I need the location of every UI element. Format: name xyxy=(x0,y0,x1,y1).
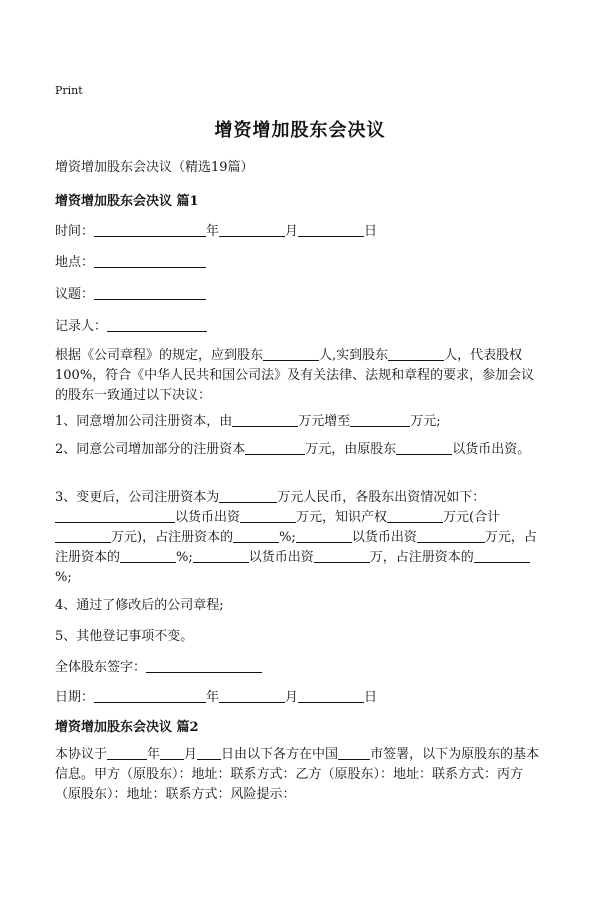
item3-text-c: 以货币出资 xyxy=(175,510,241,525)
shareholder-a-cash-blank xyxy=(240,508,296,523)
agreement-paragraph xyxy=(55,745,545,805)
agreement-text-e: 市签署，以下为原股东的基本信息。甲方（原股东）：地址：联系方式：乙方（原股东）：地址：联系方式：丙方（原股东）：地址：联系方式：风险提示： xyxy=(55,747,540,802)
agreement-month-blank xyxy=(160,745,184,760)
day-text: 日 xyxy=(364,224,378,239)
item3-text-b: 万元人民币，各股东出资情况如下： xyxy=(277,490,486,505)
year-text: 年 xyxy=(206,224,220,239)
agreement-text-a: 本协议于 xyxy=(55,747,108,762)
registered-capital-blank xyxy=(219,488,277,503)
item3-text-d: 万元，知识产权 xyxy=(296,510,388,525)
agreement-text-b: 年 xyxy=(147,747,161,762)
signature-label: 全体股东签字： xyxy=(55,660,147,675)
shareholder-c-cash-blank xyxy=(314,548,370,563)
capital-to-blank xyxy=(350,412,410,427)
date-label: 日期： xyxy=(55,690,95,705)
date-day-text: 日 xyxy=(364,690,378,705)
date-month-blank xyxy=(219,688,285,703)
shareholders-due-blank xyxy=(263,346,319,361)
signature-blank xyxy=(146,658,262,673)
item3-text-k: 以货币出资 xyxy=(248,550,314,565)
year-blank xyxy=(94,222,206,237)
time-line xyxy=(55,220,377,239)
item3-text-e: 万元(合计 xyxy=(443,510,501,525)
resolution-item-4: 4、通过了修改后的公司章程; xyxy=(55,598,224,613)
place-line xyxy=(55,251,206,270)
resolution-item-2 xyxy=(55,440,545,460)
agreement-day-blank xyxy=(197,745,221,760)
section-heading-1: 增资增加股东会决议 篇1 xyxy=(55,194,199,209)
date-month-text: 月 xyxy=(285,690,299,705)
date-year-text: 年 xyxy=(206,690,220,705)
time-label: 时间： xyxy=(55,224,95,239)
item3-text-l: 万，占注册资本的 xyxy=(369,550,474,565)
item3-text-a: 3、变更后，公司注册资本为 xyxy=(55,490,220,505)
item3-text-f: 万元)，占注册资本的 xyxy=(111,530,234,545)
shareholder-a-percent-blank xyxy=(233,528,279,543)
shareholder-c-blank xyxy=(193,548,249,563)
intro-text-c: 人，代表股权100%，符合《中华人民共和国公司法》及有关法律、法规和章程的要求，参加会议的股东一致通过以下决议： xyxy=(55,348,535,403)
print-label: Print xyxy=(55,84,83,97)
agreement-year-blank xyxy=(107,745,147,760)
place-label: 地点： xyxy=(55,255,95,270)
capital-from-blank xyxy=(232,412,298,427)
date-line xyxy=(55,686,377,705)
shareholder-a-blank xyxy=(55,508,175,523)
resolution-item-3 xyxy=(55,488,545,588)
place-blank xyxy=(94,253,206,268)
date-year-blank xyxy=(94,688,206,703)
shareholder-c-percent-blank xyxy=(474,548,530,563)
intro-text-b: 人,实到股东 xyxy=(319,348,389,363)
item3-text-i: 万元，占注册资本的 xyxy=(55,530,537,565)
resolution-item-5: 5、其他登记事项不变。 xyxy=(55,629,194,644)
item1-text-b: 万元增至 xyxy=(298,414,351,429)
item1-text-a: 1、同意增加公司注册资本，由 xyxy=(55,414,233,429)
recorder-line xyxy=(55,315,207,334)
section-heading-2: 增资增加股东会决议 篇2 xyxy=(55,720,199,735)
topic-line xyxy=(55,283,206,302)
item3-text-g: %; xyxy=(279,530,296,545)
item3-text-h: 以货币出资 xyxy=(351,530,417,545)
shareholder-a-ip-blank xyxy=(387,508,443,523)
signature-line xyxy=(55,656,262,675)
item3-text-j: %; xyxy=(176,550,193,565)
topic-blank xyxy=(94,285,206,300)
item2-text-c: 以货币出资。 xyxy=(452,442,531,457)
page-title: 增资增加股东会决议 xyxy=(214,120,386,141)
shareholder-a-total-blank xyxy=(55,528,111,543)
recorder-blank xyxy=(107,317,207,332)
agreement-city-blank xyxy=(338,745,370,760)
intro-text-a: 根据《公司章程》的规定，应到股东 xyxy=(55,348,264,363)
item1-text-c: 万元; xyxy=(410,414,441,429)
month-blank xyxy=(219,222,285,237)
recorder-label: 记录人： xyxy=(55,319,108,334)
document-subtitle: 增资增加股东会决议（精选19篇） xyxy=(55,160,254,175)
item2-text-b: 万元，由原股东 xyxy=(305,442,397,457)
date-day-blank xyxy=(298,688,364,703)
month-text: 月 xyxy=(285,224,299,239)
added-capital-blank xyxy=(245,440,305,455)
agreement-text-d: 日由以下各方在中国 xyxy=(221,747,339,762)
item2-text-a: 2、同意公司增加部分的注册资本 xyxy=(55,442,246,457)
intro-paragraph xyxy=(55,346,545,406)
item3-text-m: %; xyxy=(55,570,72,585)
day-blank xyxy=(298,222,364,237)
topic-label: 议题： xyxy=(55,287,95,302)
shareholder-b-cash-blank xyxy=(417,528,485,543)
shareholders-present-blank xyxy=(388,346,444,361)
shareholder-b-percent-blank xyxy=(120,548,176,563)
shareholder-b-blank xyxy=(296,528,352,543)
agreement-text-c: 月 xyxy=(184,747,198,762)
resolution-item-1 xyxy=(55,410,441,429)
original-shareholder-blank xyxy=(396,440,452,455)
